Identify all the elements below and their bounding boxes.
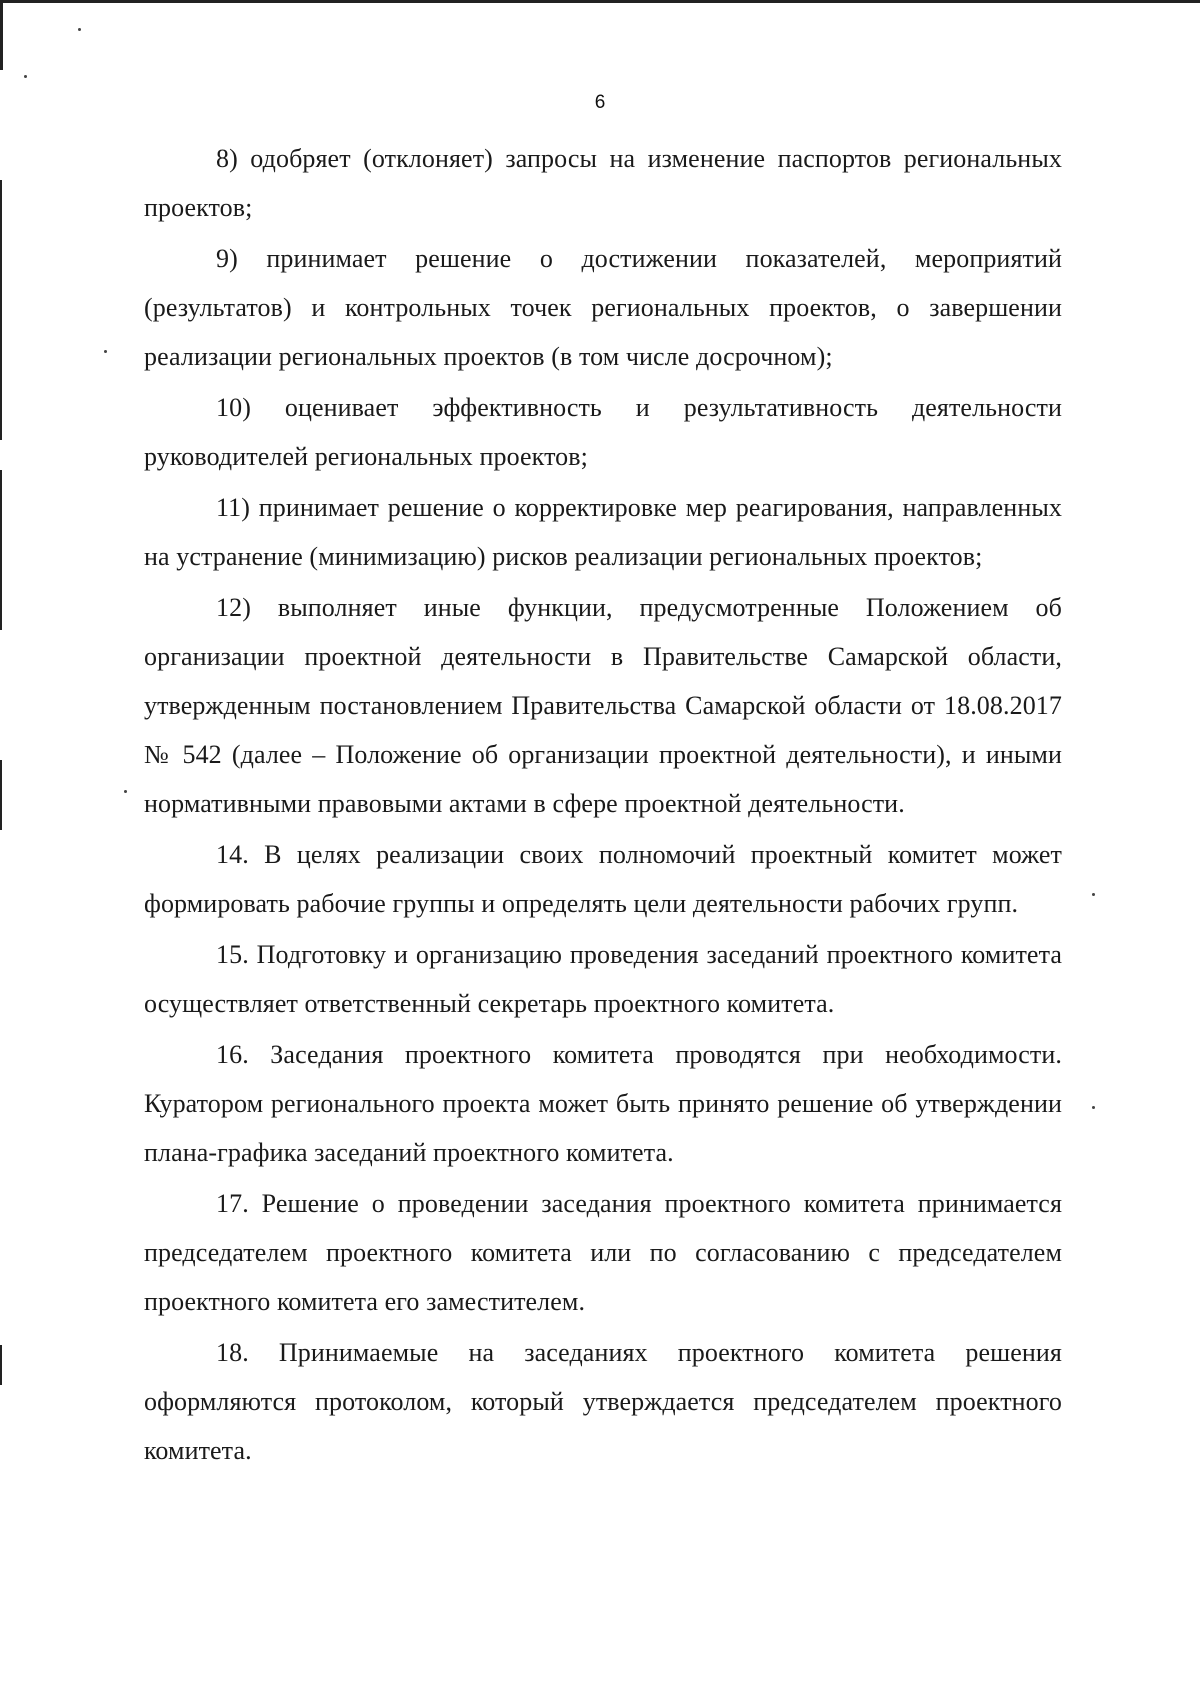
- document-body: [144, 134, 1062, 1477]
- item-8-approve-requests: 8) одобряет (отклоняет) запросы на изменение паспортов региональных проектов;: [144, 144, 1062, 222]
- scan-edge-mark: [0, 0, 3, 70]
- item-9-decision-indicators: 9) принимает решение о достижении показателей, мероприятий (результатов) и контрольных точек региональных проектов, о завершении реализации региональных проектов (в том числе досрочном);: [144, 244, 1062, 371]
- scan-top-border: [0, 0, 1200, 3]
- page-number: 6: [594, 92, 606, 113]
- clause-15-meeting-preparation: 15. Подготовку и организацию проведения заседаний проектного комитета осуществляет ответственный секретарь проектного комитета.: [144, 940, 1062, 1018]
- scan-speck: [1092, 1106, 1095, 1109]
- item-10-evaluate-efficiency: 10) оценивает эффективность и результативность деятельности руководителей региональных проектов;: [144, 393, 1062, 471]
- item-11-risk-measures: 11) принимает решение о корректировке мер реагирования, направленных на устранение (минимизацию) рисков реализации региональных проектов;: [144, 493, 1062, 571]
- scan-edge-mark: [0, 180, 2, 440]
- scan-edge-mark: [0, 470, 2, 630]
- clause-17-meeting-decision: 17. Решение о проведении заседания проектного комитета принимается председателем проектного комитета или по согласованию с председателем проектного комитета его заместителем.: [144, 1189, 1062, 1316]
- clause-16-meetings: 16. Заседания проектного комитета проводятся при необходимости. Куратором регионального проекта может быть принято решение об утверждении плана-графика заседаний проектного комитета.: [144, 1040, 1062, 1167]
- scan-edge-mark: [0, 760, 2, 830]
- clause-14-working-groups: 14. В целях реализации своих полномочий проектный комитет может формировать рабочие группы и определять цели деятельности рабочих групп.: [144, 840, 1062, 918]
- scan-speck: [124, 790, 127, 793]
- scan-speck: [78, 28, 81, 31]
- scan-edge-mark: [0, 1345, 2, 1385]
- scan-speck: [104, 350, 107, 353]
- scan-speck: [1092, 893, 1095, 896]
- scan-speck: [24, 75, 27, 78]
- item-12-other-functions: 12) выполняет иные функции, предусмотренные Положением об организации проектной деятельности в Правительстве Самарской области, утвержденным постановлением Правительства Самарской области от 18.08.2017 № 542 (далее – Положение об организации проектной деятельности), и иными нормативными правовыми актами в сфере проектной деятельности.: [144, 593, 1062, 818]
- clause-18-protocol: 18. Принимаемые на заседаниях проектного комитета решения оформляются протоколом, который утверждается председателем проектного комитета.: [144, 1338, 1062, 1465]
